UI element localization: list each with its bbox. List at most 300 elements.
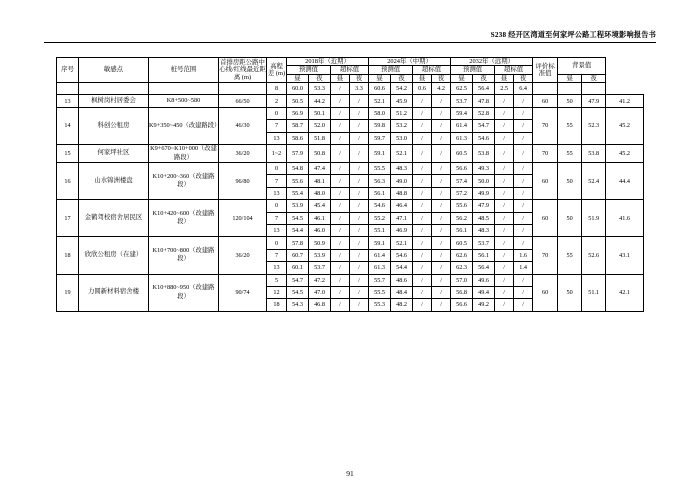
cell-floor-height: 5	[267, 274, 287, 286]
cell-2018-night: 50.8	[309, 145, 331, 163]
cell-site-name: 枫树岗村居委会	[79, 95, 149, 107]
cell-2018-exceed-night: /	[350, 200, 369, 212]
cell-2024-exceed-day: 0.6	[413, 83, 432, 95]
cell-2032-exceed-day: /	[495, 299, 514, 311]
cell-2018-night: 48.1	[309, 175, 331, 187]
cell-floor-height: 2	[267, 95, 287, 107]
cell-2032-exceed-day: /	[495, 200, 514, 212]
cell-2032-exceed-day: /	[495, 262, 514, 274]
cell-2024-night: 48.4	[391, 286, 413, 298]
cell-distance: 36/20	[219, 237, 267, 274]
cell-2024-exceed-day: /	[413, 200, 432, 212]
cell-seq: 19	[57, 274, 79, 311]
cell-stake-range: K8+500~580	[149, 95, 219, 107]
cell-2032-night: 49.6	[473, 274, 495, 286]
cell-2018-day: 54.3	[287, 299, 309, 311]
cell-2018-exceed-day: /	[331, 200, 350, 212]
cell-2024-day: 54.6	[369, 200, 391, 212]
cell-2032-night: 49.2	[473, 299, 495, 311]
cell-2024-day: 60.6	[369, 83, 391, 95]
cell-2024-night: 48.6	[391, 274, 413, 286]
col-header-2024-exceed-night: 夜	[432, 74, 451, 82]
col-header-2024-predicted: 预测值	[369, 66, 413, 74]
noise-prediction-table-container	[56, 57, 644, 312]
cell-2024-night: 49.0	[391, 175, 413, 187]
table-row	[57, 95, 644, 107]
col-header-distance: 首排房距公路中心线/红线最近距离 (m)	[219, 59, 266, 81]
cell-2018-exceed-night: /	[350, 224, 369, 236]
cell-2024-exceed-night: /	[432, 132, 451, 144]
cell-2018-day: 54.8	[287, 163, 309, 175]
cell-2032-exceed-day: /	[495, 249, 514, 261]
cell-2032-exceed-night: /	[514, 175, 533, 187]
cell-2024-night: 46.9	[391, 224, 413, 236]
cell-floor-height: 0	[267, 163, 287, 175]
cell-2024-exceed-night: /	[432, 175, 451, 187]
cell-background-night: 52.6	[582, 237, 606, 274]
cell-2032-night: 50.0	[473, 175, 495, 187]
table-row	[57, 83, 644, 95]
cell-background-day: 55	[558, 107, 582, 144]
cell-2024-exceed-night: /	[432, 187, 451, 199]
cell-2018-night: 46.1	[309, 212, 331, 224]
table-row	[57, 145, 644, 163]
cell-2018-exceed-day: /	[331, 187, 350, 199]
cell-2018-exceed-night: /	[350, 299, 369, 311]
cell-2032-exceed-night: /	[514, 107, 533, 119]
cell-2018-night: 45.4	[309, 200, 331, 212]
cell-site-name: 力圆新材料宿舍楼	[79, 274, 149, 311]
cell-2018-exceed-night: /	[350, 107, 369, 119]
cell-2032-exceed-day: /	[495, 95, 514, 107]
cell-standard-value: 60	[533, 274, 558, 311]
cell-2032-exceed-day: /	[495, 187, 514, 199]
cell-2024-exceed-night: /	[432, 224, 451, 236]
cell-2018-night: 48.0	[309, 187, 331, 199]
cell-2018-exceed-night: /	[350, 286, 369, 298]
cell-background-day: 50	[558, 163, 582, 200]
cell-2024-exceed-day: /	[413, 145, 432, 163]
cell-2018-exceed-night: /	[350, 132, 369, 144]
cell-2032-day: 62.6	[451, 249, 473, 261]
cell-2018-night: 46.0	[309, 224, 331, 236]
cell-floor-height: 13	[267, 262, 287, 274]
cell-2024-exceed-night: /	[432, 107, 451, 119]
cell-2024-exceed-day: /	[413, 224, 432, 236]
cell-distance: 66/50	[219, 95, 267, 107]
cell-2032-exceed-day: /	[495, 224, 514, 236]
cell-background-night: 51.9	[582, 200, 606, 237]
cell-2024-exceed-day: /	[413, 237, 432, 249]
cell-2018-exceed-night: /	[350, 212, 369, 224]
cell-floor-height: 7	[267, 249, 287, 261]
cell-2024-exceed-day: /	[413, 286, 432, 298]
cell-2018-night: 53.9	[309, 249, 331, 261]
cell-background-night	[582, 83, 606, 95]
cell-2032-exceed-day: /	[495, 145, 514, 163]
col-header-2032-predicted-day: 昼	[451, 74, 473, 82]
cell-2032-day: 55.6	[451, 200, 473, 212]
cell-2018-exceed-day: /	[331, 212, 350, 224]
cell-2018-night: 47.0	[309, 286, 331, 298]
cell-2018-night: 52.0	[309, 120, 331, 132]
cell-2018-night: 44.2	[309, 95, 331, 107]
cell-2032-night: 48.3	[473, 224, 495, 236]
cell-2024-exceed-night: /	[432, 299, 451, 311]
cell-2032-exceed-night: /	[514, 299, 533, 311]
col-header-2018-exceed-night: 夜	[350, 74, 369, 82]
cell-floor-height: 7	[267, 175, 287, 187]
cell-background-night: 53.8	[582, 145, 606, 163]
table-row	[57, 200, 644, 212]
cell-2024-night: 52.1	[391, 237, 413, 249]
cell-floor-height: 7	[267, 212, 287, 224]
cell-2024-day: 55.5	[369, 163, 391, 175]
col-header-2024-exceed: 超标值	[413, 66, 451, 74]
cell-background-day: 55	[558, 237, 582, 274]
cell-2018-exceed-day: /	[331, 274, 350, 286]
cell-2024-day: 59.7	[369, 132, 391, 144]
cell-2032-day: 62.3	[451, 262, 473, 274]
cell-2032-night: 49.3	[473, 163, 495, 175]
cell-2032-exceed-night: /	[514, 286, 533, 298]
cell-distance: 120/104	[219, 200, 267, 237]
cell-2032-exceed-day: /	[495, 163, 514, 175]
cell-2018-exceed-night: /	[350, 237, 369, 249]
cell-distance: 90/74	[219, 274, 267, 311]
cell-2024-day: 55.5	[369, 286, 391, 298]
cell-floor-height: 0	[267, 237, 287, 249]
cell-site-name: 山水锦洲楼盘	[79, 163, 149, 200]
cell-2018-exceed-day: /	[331, 120, 350, 132]
col-header-stake: 桩号范围	[149, 58, 219, 83]
col-header-2032-exceed-night: 夜	[514, 74, 533, 82]
cell-2032-exceed-night: /	[514, 132, 533, 144]
cell-2018-day: 60.7	[287, 249, 309, 261]
cell-2024-exceed-day: /	[413, 299, 432, 311]
col-header-year-2018: 2018年（近期）	[287, 58, 369, 66]
cell-distance: 96/80	[219, 163, 267, 200]
cell-2018-exceed-night: /	[350, 145, 369, 163]
col-header-background: 背景值	[558, 58, 606, 75]
cell-2018-day: 55.6	[287, 175, 309, 187]
cell-standard-value: 70	[533, 107, 558, 144]
cell-site-name: 金鹤驾校宿舍居民区	[79, 200, 149, 237]
cell-2018-exceed-night: /	[350, 187, 369, 199]
cell-2024-night: 54.4	[391, 262, 413, 274]
cell-site-name: 科创公租房	[79, 107, 149, 144]
cell-background-night-2: 45.2	[606, 145, 644, 163]
cell-2032-night: 54.6	[473, 132, 495, 144]
cell-2032-night: 54.7	[473, 120, 495, 132]
cell-2018-exceed-night: /	[350, 249, 369, 261]
col-header-background-night: 夜	[582, 74, 606, 82]
cell-2018-day: 57.8	[287, 237, 309, 249]
cell-2024-exceed-day: /	[413, 107, 432, 119]
cell-seq: 15	[57, 145, 79, 163]
cell-2024-exceed-night: /	[432, 249, 451, 261]
cell-2032-day: 57.2	[451, 187, 473, 199]
cell-background-night-2: 45.2	[606, 107, 644, 144]
cell-2024-day: 55.2	[369, 212, 391, 224]
cell-2024-night: 53.0	[391, 132, 413, 144]
cell-2018-exceed-day: /	[331, 299, 350, 311]
col-header-2018-predicted-night: 夜	[309, 74, 331, 82]
col-header-2018-exceed: 超标值	[331, 66, 369, 74]
cell-2018-night: 47.2	[309, 274, 331, 286]
cell-2032-exceed-night: /	[514, 274, 533, 286]
table-row	[57, 107, 644, 119]
cell-2024-exceed-day: /	[413, 175, 432, 187]
cell-2032-night: 56.4	[473, 83, 495, 95]
cell-2032-day: 57.0	[451, 274, 473, 286]
cell-2024-night: 45.9	[391, 95, 413, 107]
cell-2032-exceed-night: /	[514, 237, 533, 249]
cell-floor-height: 7	[267, 120, 287, 132]
cell-2024-night: 54.2	[391, 83, 413, 95]
table-row	[57, 237, 644, 249]
cell-floor-height: 13	[267, 224, 287, 236]
cell-2032-exceed-night: /	[514, 187, 533, 199]
cell-2032-day: 56.6	[451, 299, 473, 311]
cell-background-night-2: 41.2	[606, 95, 644, 107]
cell-2018-day: 55.4	[287, 187, 309, 199]
cell-distance: 36/20	[219, 145, 267, 163]
col-header-year-2032: 2032年（远期）	[451, 58, 533, 66]
col-header-seq: 序号	[57, 58, 79, 83]
cell-2032-day: 56.6	[451, 163, 473, 175]
cell-2018-exceed-night: /	[350, 163, 369, 175]
cell-background-day: 50	[558, 274, 582, 311]
cell-2018-night: 53.3	[309, 83, 331, 95]
cell-background-night-2: 44.4	[606, 163, 644, 200]
cell-2032-exceed-night: 1.6	[514, 249, 533, 261]
cell-2024-day: 61.4	[369, 249, 391, 261]
cell-2018-day: 50.5	[287, 95, 309, 107]
cell-floor-height: 13	[267, 132, 287, 144]
cell-2032-exceed-day: /	[495, 212, 514, 224]
table-row	[57, 274, 644, 286]
cell-background-night-2: 43.1	[606, 237, 644, 274]
cell-2032-night: 47.9	[473, 200, 495, 212]
cell-2032-exceed-night: /	[514, 120, 533, 132]
cell-2032-exceed-day: /	[495, 120, 514, 132]
cell-2032-exceed-day: /	[495, 175, 514, 187]
cell-2032-exceed-night: /	[514, 145, 533, 163]
cell-standard-value: 60	[533, 95, 558, 107]
col-header-2018-predicted-day: 昼	[287, 74, 309, 82]
cell-2018-exceed-day: /	[331, 175, 350, 187]
cell-2024-day: 55.3	[369, 299, 391, 311]
cell-2032-exceed-day: /	[495, 237, 514, 249]
cell-2018-day: 54.4	[287, 224, 309, 236]
cell-2018-exceed-night: /	[350, 274, 369, 286]
cell-2032-night: 53.8	[473, 145, 495, 163]
cell-stake-range: K10+880~950（改建路段）	[149, 274, 219, 311]
cell-2024-exceed-day: /	[413, 212, 432, 224]
cell-2032-night: 56.4	[473, 262, 495, 274]
cell-2018-exceed-day: /	[331, 145, 350, 163]
cell-2032-day: 60.5	[451, 237, 473, 249]
table-header	[57, 58, 644, 83]
cell-background-day: 55	[558, 145, 582, 163]
cell-2024-exceed-day: /	[413, 132, 432, 144]
cell-background-day: 50	[558, 95, 582, 107]
cell-2024-exceed-night: 4.2	[432, 83, 451, 95]
cell-2032-night: 53.7	[473, 237, 495, 249]
col-header-standard: 评价标准值	[533, 58, 558, 83]
cell-2024-day: 55.1	[369, 224, 391, 236]
cell-2032-day: 56.8	[451, 286, 473, 298]
cell-2024-exceed-day: /	[413, 187, 432, 199]
cell-2032-day: 56.2	[451, 212, 473, 224]
cell-floor-height: 1~2	[267, 145, 287, 163]
cell-seq	[57, 83, 79, 95]
cell-standard-value: 70	[533, 237, 558, 274]
cell-2032-exceed-night: /	[514, 95, 533, 107]
cell-2024-night: 47.1	[391, 212, 413, 224]
cell-2032-day: 61.3	[451, 132, 473, 144]
cell-stake-range: K10+420~600（改建路段）	[149, 200, 219, 237]
cell-2024-night: 48.3	[391, 163, 413, 175]
cell-2032-exceed-day: /	[495, 132, 514, 144]
cell-2032-night: 52.8	[473, 107, 495, 119]
cell-2018-day: 57.9	[287, 145, 309, 163]
cell-floor-height: 8	[267, 83, 287, 95]
cell-2018-day: 58.7	[287, 120, 309, 132]
cell-stake-range: K10+200~360（改建路段）	[149, 163, 219, 200]
cell-2024-exceed-night: /	[432, 200, 451, 212]
cell-2032-exceed-night: 1.4	[514, 262, 533, 274]
cell-2024-exceed-night: /	[432, 212, 451, 224]
cell-2024-exceed-night: /	[432, 120, 451, 132]
cell-background-night: 52.4	[582, 163, 606, 200]
cell-2024-exceed-night: /	[432, 95, 451, 107]
cell-2018-exceed-day: /	[331, 224, 350, 236]
cell-2024-night: 51.2	[391, 107, 413, 119]
cell-2032-exceed-day: /	[495, 107, 514, 119]
cell-2024-exceed-night: /	[432, 145, 451, 163]
cell-2032-day: 59.4	[451, 107, 473, 119]
table-row	[57, 163, 644, 175]
cell-2024-exceed-day: /	[413, 249, 432, 261]
cell-2024-day: 52.1	[369, 95, 391, 107]
cell-floor-height: 18	[267, 299, 287, 311]
cell-seq: 13	[57, 95, 79, 107]
cell-2032-night: 56.1	[473, 249, 495, 261]
cell-floor-height: 0	[267, 107, 287, 119]
cell-2032-night: 49.4	[473, 286, 495, 298]
cell-2018-day: 54.5	[287, 212, 309, 224]
cell-2024-exceed-day: /	[413, 163, 432, 175]
cell-seq: 18	[57, 237, 79, 274]
page-header-title: S238 经开区湾道至何家坪公路工程环境影响报告书	[490, 31, 656, 39]
cell-2018-exceed-night: 3.3	[350, 83, 369, 95]
col-header-2024-predicted-night: 夜	[391, 74, 413, 82]
cell-2024-night: 46.4	[391, 200, 413, 212]
cell-2018-day: 60.0	[287, 83, 309, 95]
cell-2032-day: 60.5	[451, 145, 473, 163]
col-header-2032-predicted-night: 夜	[473, 74, 495, 82]
cell-2024-night: 48.8	[391, 187, 413, 199]
cell-2018-day: 54.5	[287, 286, 309, 298]
cell-2024-day: 58.0	[369, 107, 391, 119]
cell-stake-range	[149, 83, 219, 95]
cell-2024-exceed-night: /	[432, 163, 451, 175]
cell-background-night-2: 42.1	[606, 274, 644, 311]
cell-background-day: 50	[558, 200, 582, 237]
cell-2018-day: 56.9	[287, 107, 309, 119]
cell-2024-night: 53.2	[391, 120, 413, 132]
cell-background-night: 52.3	[582, 107, 606, 144]
cell-2024-night: 52.1	[391, 145, 413, 163]
cell-stake-range: K9+670~K10+000（改建路段）	[150, 145, 217, 161]
cell-2032-day: 62.5	[451, 83, 473, 95]
cell-2018-exceed-night: /	[350, 95, 369, 107]
cell-2032-day: 56.1	[451, 224, 473, 236]
cell-2018-exceed-day: /	[331, 262, 350, 274]
cell-site-name: 欣欣公租房（在建）	[79, 237, 149, 274]
col-header-2032-exceed: 超标值	[495, 66, 533, 74]
cell-seq: 16	[57, 163, 79, 200]
noise-prediction-table	[56, 57, 644, 312]
cell-standard-value: 60	[533, 200, 558, 237]
cell-2032-night: 48.5	[473, 212, 495, 224]
cell-2032-day: 53.7	[451, 95, 473, 107]
cell-2032-exceed-night: /	[514, 212, 533, 224]
cell-2024-day: 56.1	[369, 187, 391, 199]
col-header-background-day: 昼	[558, 74, 582, 82]
cell-2024-exceed-night: /	[432, 274, 451, 286]
cell-2032-exceed-day: /	[495, 286, 514, 298]
cell-2024-exceed-day: /	[413, 262, 432, 274]
cell-2024-day: 59.1	[369, 237, 391, 249]
cell-2018-day: 54.7	[287, 274, 309, 286]
cell-2032-night: 47.8	[473, 95, 495, 107]
cell-2024-day: 55.7	[369, 274, 391, 286]
cell-2018-exceed-day: /	[331, 107, 350, 119]
cell-2024-exceed-day: /	[413, 120, 432, 132]
col-header-floor: 高程差 (m)	[267, 58, 287, 83]
col-header-2018-exceed-day: 昼	[331, 74, 350, 82]
col-header-site: 敏感点	[79, 58, 149, 83]
col-header-year-2024: 2024年（中期）	[369, 58, 451, 66]
cell-2032-day: 57.4	[451, 175, 473, 187]
cell-2024-day: 61.3	[369, 262, 391, 274]
cell-2018-day: 53.9	[287, 200, 309, 212]
cell-floor-height: 12	[267, 286, 287, 298]
cell-2032-exceed-night: 6.4	[514, 83, 533, 95]
cell-standard-value: 70	[533, 145, 558, 163]
cell-2018-exceed-night: /	[350, 175, 369, 187]
cell-seq: 14	[57, 107, 79, 144]
cell-2024-night: 48.2	[391, 299, 413, 311]
cell-2024-day: 56.3	[369, 175, 391, 187]
col-header-2018-predicted: 预测值	[287, 66, 331, 74]
col-header-2032-exceed-day: 昼	[495, 74, 514, 82]
cell-2032-exceed-day: /	[495, 274, 514, 286]
cell-background-day	[558, 83, 582, 95]
cell-2024-night: 54.6	[391, 249, 413, 261]
cell-2018-exceed-day: /	[331, 95, 350, 107]
cell-site-name	[79, 83, 149, 95]
cell-2024-exceed-day: /	[413, 95, 432, 107]
cell-floor-height: 13	[267, 187, 287, 199]
cell-stake-range: K10+700~800（改建路段）	[149, 237, 219, 274]
cell-2018-exceed-day: /	[331, 163, 350, 175]
cell-site-name: 何家坪社区	[79, 145, 149, 163]
col-header-2024-predicted-day: 昼	[369, 74, 391, 82]
